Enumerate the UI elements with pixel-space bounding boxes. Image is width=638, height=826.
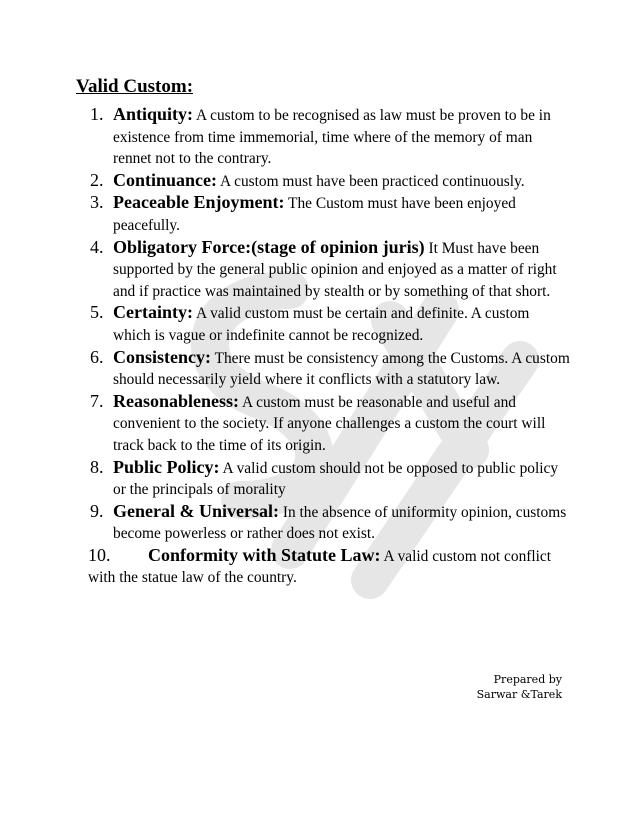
item-term: General & Universal: bbox=[113, 500, 279, 521]
list-item-10 bbox=[88, 545, 570, 589]
item-description: A valid custom must be certain and definite. A custom which is vague or indefinite cannot be recognized. bbox=[113, 305, 530, 344]
list-item bbox=[90, 457, 570, 501]
item-description: A custom must be reasonable and useful and convenient to the society. If anyone challenges a custom the court will track back to the time of its origin. bbox=[113, 393, 546, 454]
item-description: A custom to be recognised as law must be proven to be in existence from time immemorial, time where of the memory of man rennet not to the contrary. bbox=[113, 107, 551, 168]
item-description: In the absence of uniformity opinion, customs become powerless or rather does not exist. bbox=[113, 503, 567, 543]
list-item bbox=[90, 391, 570, 457]
item-number: 5. bbox=[90, 302, 104, 323]
credit-line-1: Prepared by bbox=[493, 673, 562, 686]
item-term: Conformity with Statute Law: bbox=[148, 544, 381, 565]
item-description: It Must have been supported by the general public opinion and enjoyed as a matter of right and if practice was maintained by stealth or by something of that short. bbox=[113, 239, 557, 300]
item-number: 2. bbox=[90, 169, 104, 190]
criteria-list bbox=[90, 104, 570, 589]
item-term: Obligatory Force:(stage of opinion juris) bbox=[113, 236, 425, 257]
credit-block bbox=[477, 672, 562, 702]
item-term: Certainty: bbox=[113, 302, 193, 323]
list-item bbox=[90, 104, 570, 170]
list-item bbox=[90, 192, 570, 236]
item-description: The Custom must have been enjoyed peacefully. bbox=[113, 195, 516, 234]
list-item bbox=[90, 347, 570, 391]
item-term: Reasonableness: bbox=[113, 390, 240, 411]
item-number: 10. bbox=[88, 544, 111, 565]
item-number: 3. bbox=[90, 192, 104, 213]
credit-line-2: Sarwar &Tarek bbox=[476, 688, 562, 701]
item-number: 4. bbox=[90, 236, 104, 257]
list-item bbox=[90, 237, 570, 303]
item-term: Public Policy: bbox=[113, 456, 220, 477]
item-number: 8. bbox=[90, 456, 104, 477]
item-description: A valid custom should not be opposed to public policy or the principals of morality bbox=[113, 459, 559, 499]
list-item bbox=[90, 302, 570, 346]
item-term: Peaceable Enjoyment: bbox=[113, 192, 285, 213]
item-term: Antiquity: bbox=[113, 104, 194, 124]
item-term: Consistency: bbox=[113, 346, 211, 367]
item-term: Continuance: bbox=[113, 169, 218, 190]
item-number: 1. bbox=[90, 104, 104, 124]
item-description: There must be consistency among the Customs. A custom should necessarily yield where it conflicts with a statutory law. bbox=[113, 349, 570, 389]
list-item bbox=[90, 501, 570, 545]
item-number: 6. bbox=[90, 346, 104, 367]
list-item bbox=[90, 170, 570, 193]
page-title: Valid Custom: bbox=[76, 76, 194, 97]
item-description: A valid custom not conflict with the statue law of the country. bbox=[88, 547, 552, 587]
item-number: 9. bbox=[90, 500, 104, 521]
item-number: 7. bbox=[90, 390, 104, 411]
item-description: A custom must have been practiced continuously. bbox=[217, 172, 525, 190]
